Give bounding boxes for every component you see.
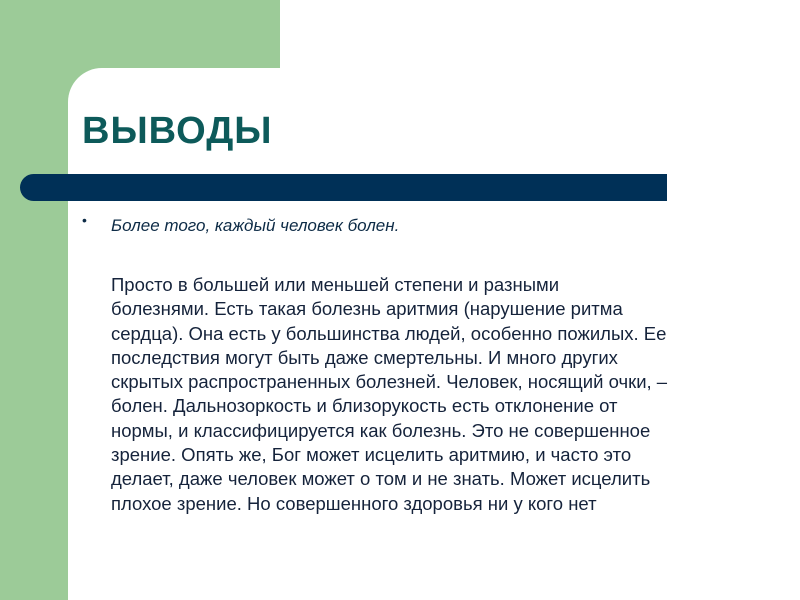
title-underline-bar: [20, 174, 667, 201]
body-paragraph: Просто в большей или меньшей степени и разными болезнями. Есть такая болезнь аритмия (нарушение ритма сердца). Она есть у большинства людей, особенно пожилых. Ее последствия могут быть даже смертельны. И много других скрытых распространенных болезней. Человек, носящий очки, – болен. Дальнозоркость и близорукость есть отклонение от нормы, и классифицируется как болезнь. Это не совершенное зрение. Опять же, Бог может исцелить аритмию, и часто это делает, даже человек может о том и не знать. Может исцелить плохое зрение. Но совершенного здоровья ни у кого нет: [111, 274, 668, 514]
bullet-icon: •: [82, 212, 87, 228]
bullet-lead-text: Более того, каждый человек болен.: [111, 216, 400, 235]
slide-title: ВЫВОДЫ: [82, 110, 273, 152]
